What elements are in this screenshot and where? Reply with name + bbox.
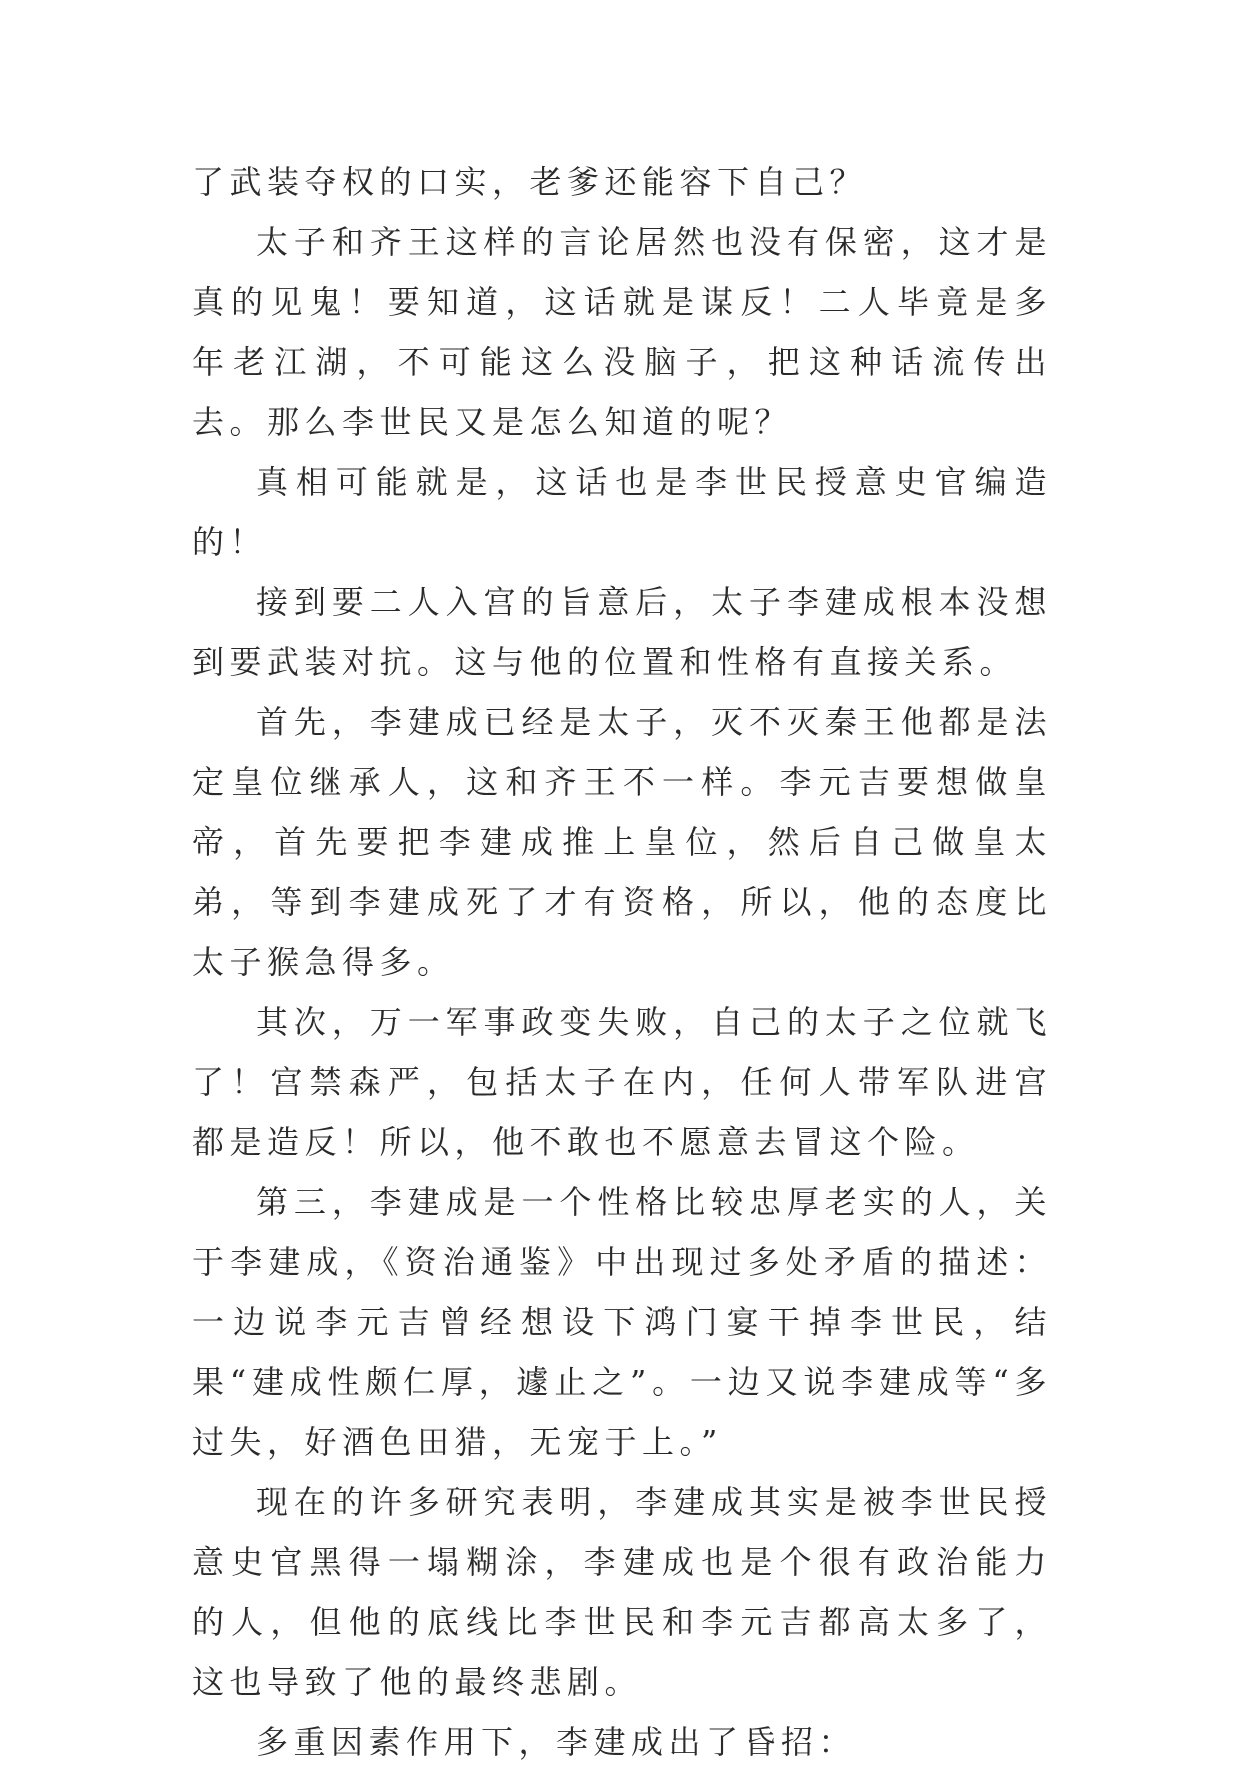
paragraph-8: 现在的许多研究表明，李建成其实是被李世民授意史官黑得一塌糊涂，李建成也是个很有政治能力的人，但他的底线比李世民和李元吉都高太多了，这也导致了他的最终悲剧。 [192, 1483, 1052, 1701]
paragraph-1: 了武装夺权的口实，老爹还能容下自己？ [192, 163, 868, 201]
paragraph-9: 多重因素作用下，李建成出了昏招： [256, 1723, 857, 1761]
document-page [192, 152, 1052, 1772]
paragraph-7: 第三，李建成是一个性格比较忠厚老实的人，关于李建成，《资治通鉴》中出现过多处矛盾的描述：一边说李元吉曾经想设下鸿门宴干掉李世民，结果“建成性颇仁厚，遽止之”。一边又说李建成等“多过失，好酒色田猎，无宠于上。” [192, 1183, 1052, 1461]
paragraph-2: 太子和齐王这样的言论居然也没有保密，这才是真的见鬼！要知道，这话就是谋反！二人毕竟是多年老江湖，不可能这么没脑子，把这种话流传出去。那么李世民又是怎么知道的呢？ [192, 223, 1052, 441]
paragraph-4: 接到要二人入宫的旨意后，太子李建成根本没想到要武装对抗。这与他的位置和性格有直接关系。 [192, 583, 1052, 681]
paragraph-5: 首先，李建成已经是太子，灭不灭秦王他都是法定皇位继承人，这和齐王不一样。李元吉要想做皇帝，首先要把李建成推上皇位，然后自己做皇太弟，等到李建成死了才有资格，所以，他的态度比太子猴急得多。 [192, 703, 1052, 981]
paragraph-3: 真相可能就是，这话也是李世民授意史官编造的！ [192, 463, 1052, 561]
paragraph-6: 其次，万一军事政变失败，自己的太子之位就飞了！宫禁森严，包括太子在内，任何人带军队进宫都是造反！所以，他不敢也不愿意去冒这个险。 [192, 1003, 1052, 1161]
